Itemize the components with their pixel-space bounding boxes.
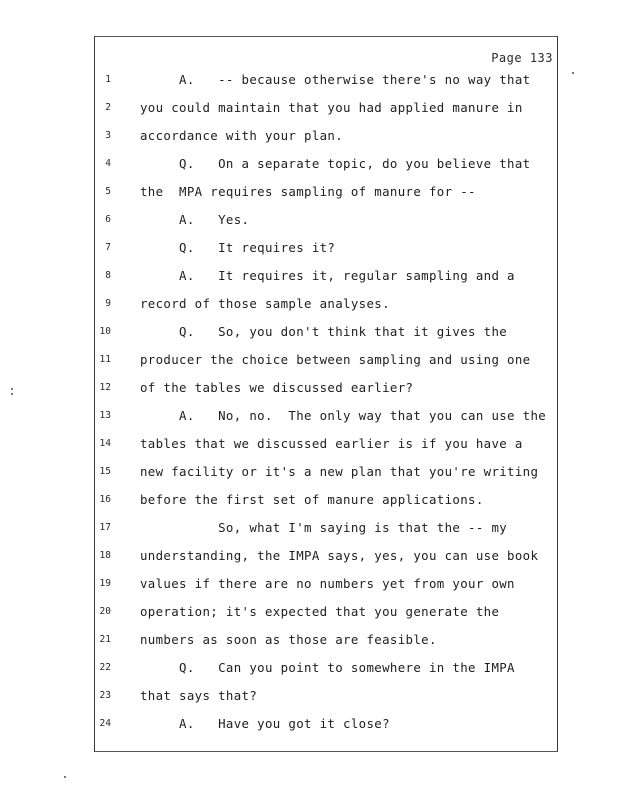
line-number: 19 [99, 578, 111, 589]
line-text: Q. Can you point to somewhere in the IMPA [140, 660, 515, 675]
line-number: 14 [99, 438, 111, 449]
line-number: 2 [105, 102, 111, 113]
line-number: 6 [105, 214, 111, 225]
scan-speck [11, 388, 13, 390]
line-text: A. Have you got it close? [140, 716, 390, 731]
page-number: Page 133 [491, 51, 553, 65]
line-number: 12 [99, 382, 111, 393]
line-number: 1 [105, 74, 111, 85]
line-number: 17 [99, 522, 111, 533]
line-text: Q. So, you don't think that it gives the [140, 324, 508, 339]
line-number: 13 [99, 410, 111, 421]
transcript-line [95, 632, 557, 652]
line-text: values if there are no numbers yet from your own [140, 576, 515, 591]
scan-speck [11, 393, 13, 395]
line-text: producer the choice between sampling and using one [140, 352, 531, 367]
transcript-line [95, 492, 557, 512]
line-number: 3 [105, 130, 111, 141]
line-number: 5 [105, 186, 111, 197]
line-number: 8 [105, 270, 111, 281]
scan-speck [572, 72, 574, 74]
transcript-line [95, 100, 557, 120]
line-text: you could maintain that you had applied manure in [140, 100, 523, 115]
transcript-line [95, 268, 557, 288]
line-number: 20 [99, 606, 111, 617]
line-text: the MPA requires sampling of manure for -- [140, 184, 476, 199]
transcript-line [95, 240, 557, 260]
line-text: tables that we discussed earlier is if you have a [140, 436, 523, 451]
line-text: numbers as soon as those are feasible. [140, 632, 437, 647]
transcript-line [95, 128, 557, 148]
line-number: 11 [99, 354, 111, 365]
line-text: that says that? [140, 688, 258, 703]
transcript-line [95, 576, 557, 596]
line-text: understanding, the IMPA says, yes, you can use book [140, 548, 539, 563]
line-number: 4 [105, 158, 111, 169]
line-number: 18 [99, 550, 111, 561]
line-text: operation; it's expected that you generate the [140, 604, 500, 619]
transcript-page [94, 36, 558, 752]
transcript-line [95, 660, 557, 680]
line-number: 24 [99, 718, 111, 729]
line-number: 23 [99, 690, 111, 701]
line-number: 22 [99, 662, 111, 673]
transcript-line [95, 520, 557, 540]
transcript-line [95, 604, 557, 624]
transcript-line [95, 296, 557, 316]
line-text: A. No, no. The only way that you can use the [140, 408, 547, 423]
transcript-line [95, 380, 557, 400]
transcript-line [95, 688, 557, 708]
line-number: 9 [105, 298, 111, 309]
transcript-line [95, 464, 557, 484]
line-text: Q. It requires it? [140, 240, 336, 255]
line-text: So, what I'm saying is that the -- my [140, 520, 508, 535]
line-number: 7 [105, 242, 111, 253]
transcript-line [95, 436, 557, 456]
transcript-line [95, 324, 557, 344]
line-text: Q. On a separate topic, do you believe that [140, 156, 531, 171]
transcript-line [95, 156, 557, 176]
transcript-line [95, 352, 557, 372]
line-number: 10 [99, 326, 111, 337]
scan-speck [64, 776, 66, 778]
line-text: of the tables we discussed earlier? [140, 380, 414, 395]
line-text: before the first set of manure applications. [140, 492, 484, 507]
transcript-line [95, 72, 557, 92]
line-number: 15 [99, 466, 111, 477]
transcript-line [95, 716, 557, 736]
line-text: A. -- because otherwise there's no way that [140, 72, 531, 87]
line-text: new facility or it's a new plan that you're writing [140, 464, 539, 479]
transcript-line [95, 408, 557, 428]
line-text: accordance with your plan. [140, 128, 344, 143]
line-text: A. Yes. [140, 212, 250, 227]
line-text: A. It requires it, regular sampling and a [140, 268, 515, 283]
line-number: 21 [99, 634, 111, 645]
transcript-line [95, 548, 557, 568]
line-number: 16 [99, 494, 111, 505]
transcript-line [95, 212, 557, 232]
line-text: record of those sample analyses. [140, 296, 390, 311]
transcript-line [95, 184, 557, 204]
